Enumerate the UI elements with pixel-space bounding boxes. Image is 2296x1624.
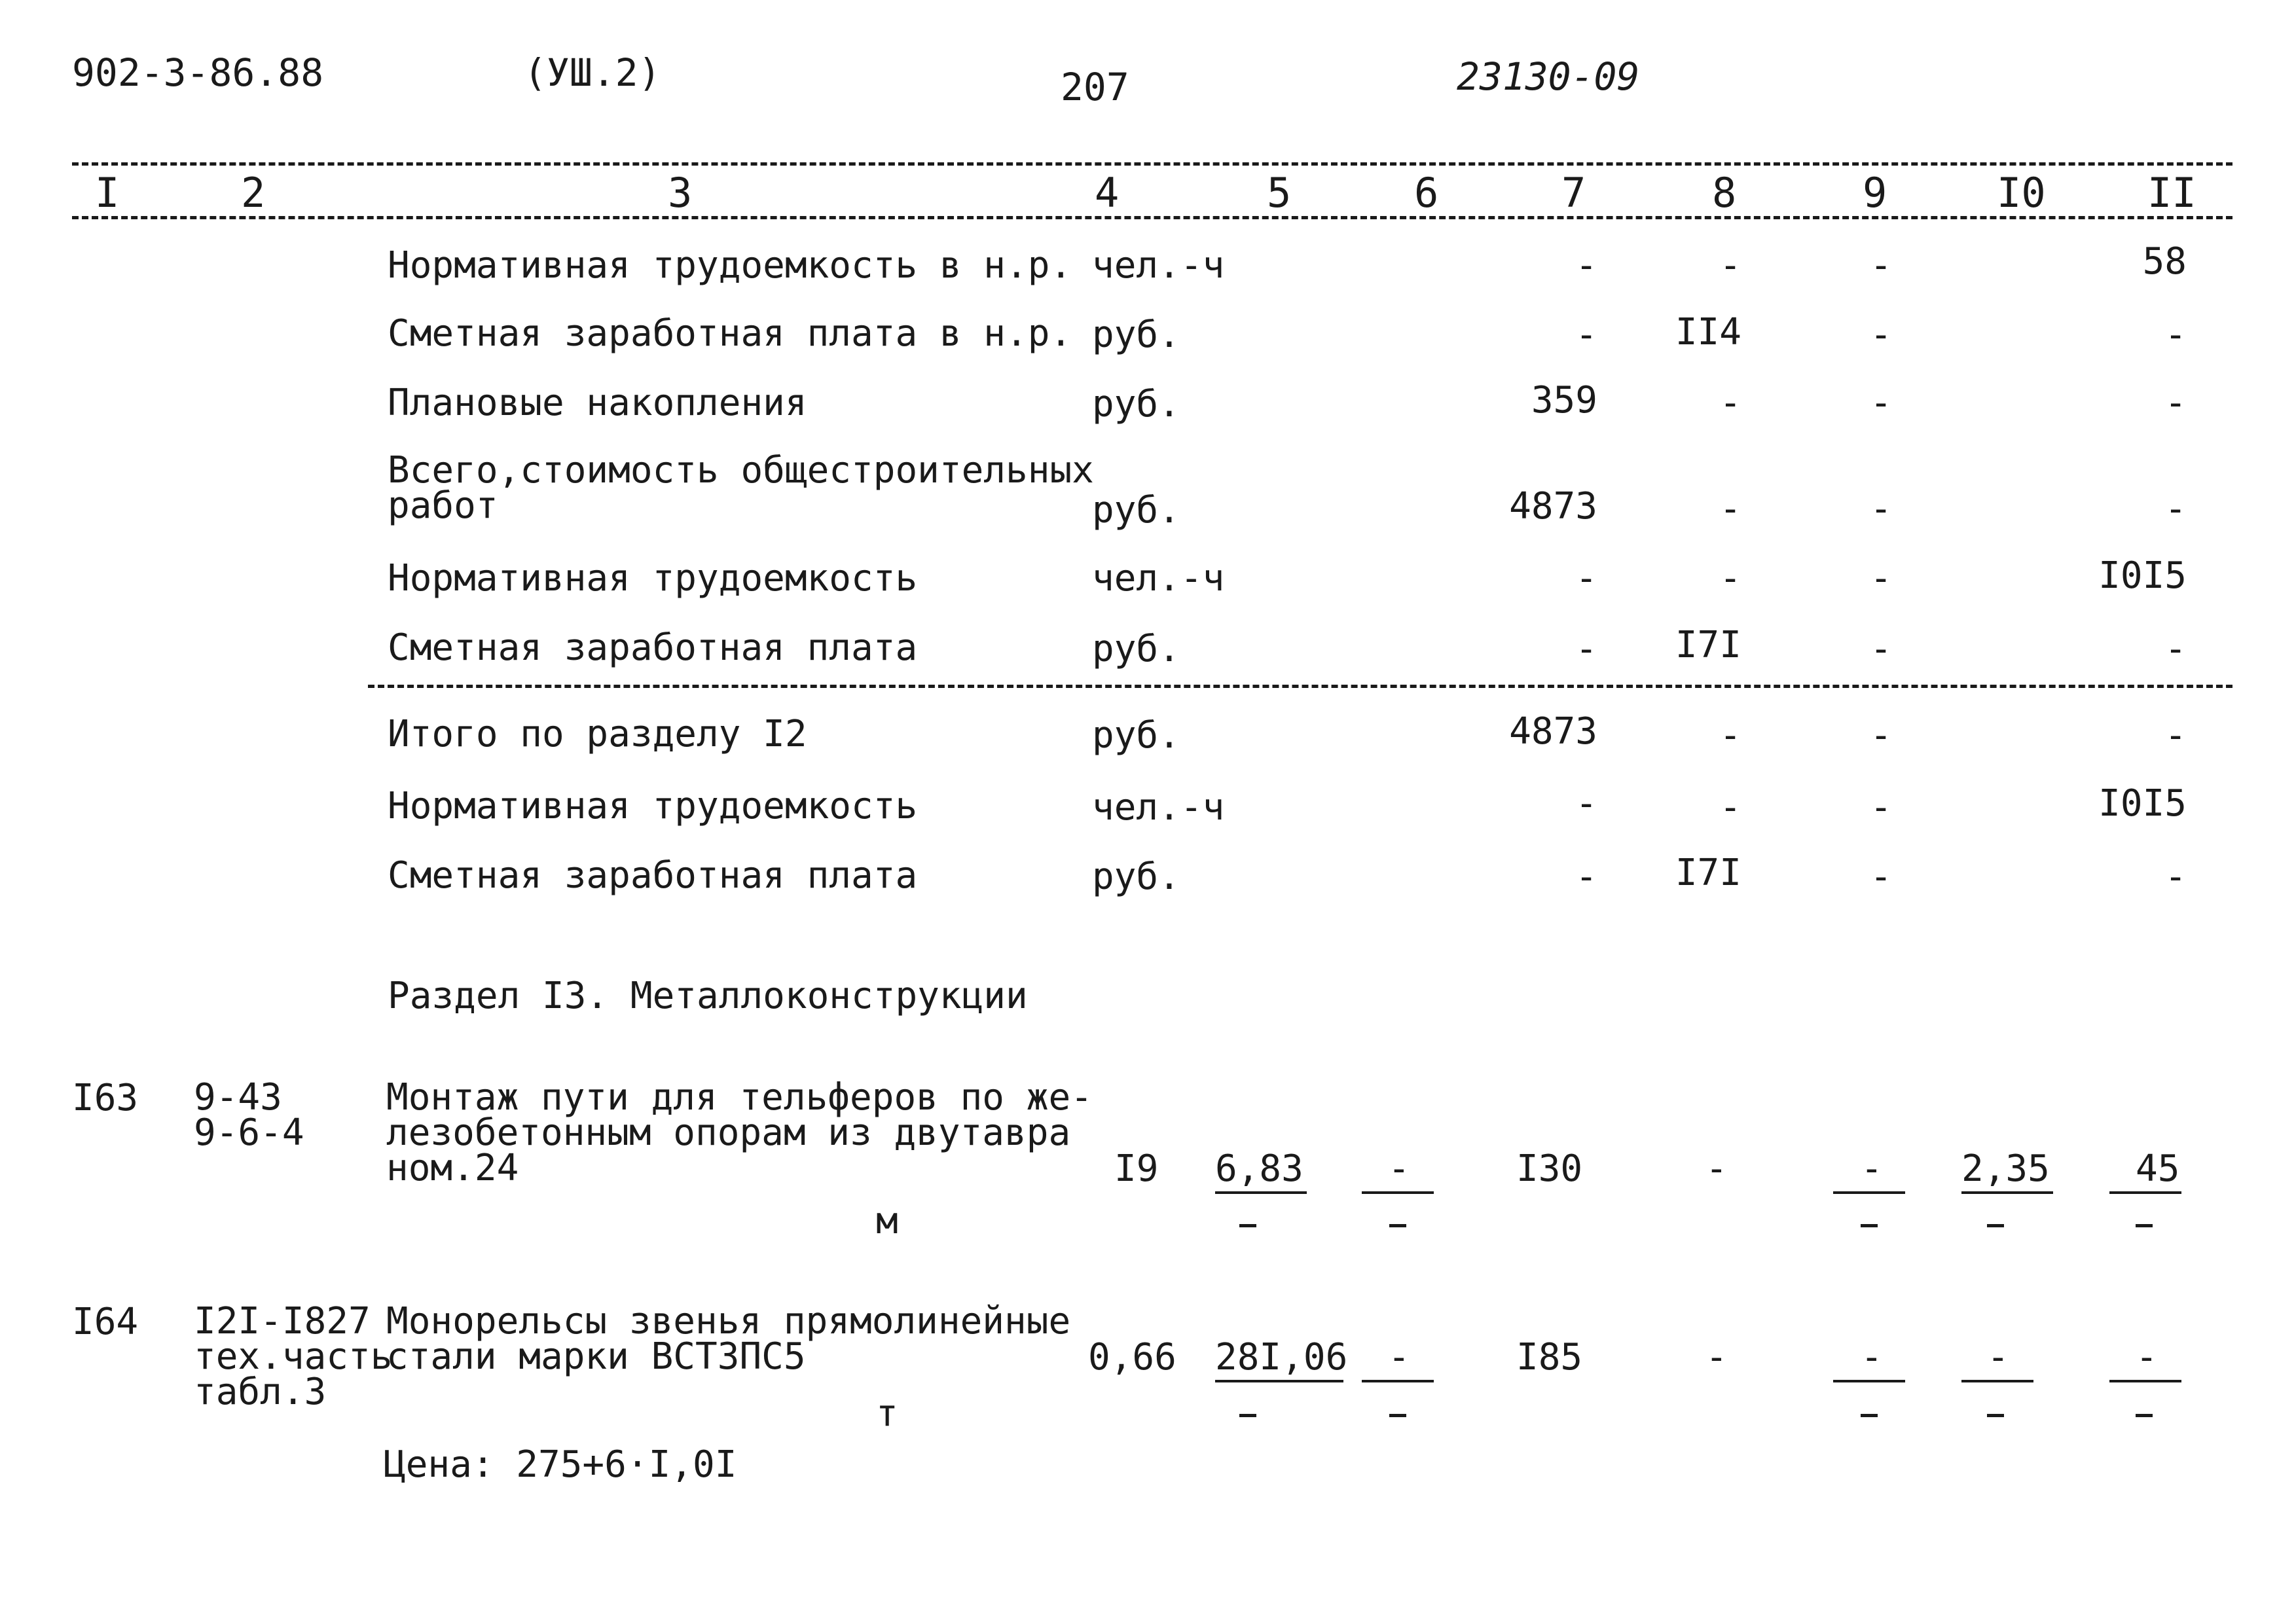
item-col9-sub xyxy=(1861,1224,1878,1227)
item-col11: 45 xyxy=(2136,1147,2180,1190)
row-col9: - xyxy=(1870,314,1892,356)
item-quantity: I9 xyxy=(1114,1147,1159,1190)
row-col8: I7I xyxy=(1675,624,1741,666)
row-col9: - xyxy=(1870,244,1892,287)
row-unit: руб. xyxy=(1092,383,1180,425)
row-col11: - xyxy=(2164,314,2187,356)
header-top-rule xyxy=(72,162,2232,166)
row-col7: - xyxy=(1575,244,1597,287)
item-col11-sub xyxy=(2136,1414,2153,1417)
row-col9: - xyxy=(1870,557,1892,600)
volume-label: (УШ.2) xyxy=(524,50,661,95)
item-col9-sub xyxy=(1861,1414,1878,1417)
item-unit: т xyxy=(876,1392,898,1435)
item-col9: - xyxy=(1861,1336,1883,1379)
col-num-9: 9 xyxy=(1863,169,1887,217)
item-col10: 2,35 xyxy=(1961,1147,2050,1190)
col-num-7: 7 xyxy=(1561,169,1586,217)
row-label: Нормативная трудоемкость xyxy=(388,557,918,600)
item-col10-sub xyxy=(1987,1224,2004,1227)
doc-code: 902-3-86.88 xyxy=(72,50,324,95)
row-unit: чел.-ч xyxy=(1092,244,1225,287)
item-col6-sub xyxy=(1389,1224,1406,1227)
item-col8: - xyxy=(1705,1336,1728,1379)
row-label: Плановые накопления xyxy=(388,382,807,424)
row-col11: - xyxy=(2164,488,2187,530)
col9-underline xyxy=(1833,1380,1905,1382)
section-title: Раздел I3. Металлоконструкции xyxy=(388,975,1028,1017)
col-num-4: 4 xyxy=(1095,169,1120,217)
col-num-2: 2 xyxy=(241,169,266,217)
item-col6-sub xyxy=(1389,1414,1406,1417)
item-col6: - xyxy=(1388,1147,1410,1190)
row-col11: - xyxy=(2164,628,2187,670)
row-label: Сметная заработная плата xyxy=(388,626,918,669)
page-number: 207 xyxy=(1061,65,1129,109)
col-num-6: 6 xyxy=(1414,169,1439,217)
row-col11: - xyxy=(2164,714,2187,757)
row-label: Сметная заработная плата в н.р. xyxy=(388,312,1072,355)
row-col7: - xyxy=(1575,557,1597,600)
item-col5: 6,83 xyxy=(1215,1147,1303,1190)
price-note: Цена: 275+6·I,0I xyxy=(384,1443,737,1486)
row-col7: - xyxy=(1575,856,1597,898)
row-col8: - xyxy=(1719,244,1741,287)
col6-underline xyxy=(1362,1191,1434,1194)
item-col7: I30 xyxy=(1516,1147,1583,1190)
row-unit: руб. xyxy=(1092,314,1180,356)
row-col9: - xyxy=(1870,382,1892,424)
item-col7: I85 xyxy=(1516,1336,1583,1379)
item-unit: м xyxy=(876,1200,898,1242)
row-col9: - xyxy=(1870,786,1892,829)
row-unit: руб. xyxy=(1092,489,1180,532)
row-col9: - xyxy=(1870,488,1892,530)
row-label: Итого по разделу I2 xyxy=(388,713,807,755)
section-divider-rule xyxy=(368,685,2232,688)
col10-underline xyxy=(1961,1380,2033,1382)
row-col8: I7I xyxy=(1675,852,1741,894)
item-description: Монтаж пути для тельферов по же- лезобетонным опорам из двутавра ном.24 xyxy=(386,1076,1093,1189)
item-col10: - xyxy=(1987,1336,2009,1379)
col-num-1: I xyxy=(95,169,120,217)
row-col8: - xyxy=(1719,557,1741,600)
col5-underline xyxy=(1215,1380,1343,1382)
row-unit: руб. xyxy=(1092,628,1180,670)
row-col7: 4873 xyxy=(1509,710,1597,753)
item-number: I63 xyxy=(72,1077,139,1119)
row-col8: - xyxy=(1719,382,1741,424)
col-num-5: 5 xyxy=(1267,169,1292,217)
row-col7: - xyxy=(1575,628,1597,670)
item-col11: - xyxy=(2136,1336,2158,1379)
col-num-3: 3 xyxy=(668,169,693,217)
item-col5-sub xyxy=(1239,1414,1256,1417)
item-code: 9-43 9-6-4 xyxy=(194,1076,304,1154)
archive-number: 23130-09 xyxy=(1457,54,1640,99)
row-col9: - xyxy=(1870,628,1892,670)
row-label: Нормативная трудоемкость xyxy=(388,785,918,827)
item-number: I64 xyxy=(72,1301,139,1343)
row-col11: 58 xyxy=(2142,240,2187,283)
row-label: Нормативная трудоемкость в н.р. xyxy=(388,244,1072,287)
col-num-8: 8 xyxy=(1712,169,1737,217)
col6-underline xyxy=(1362,1380,1434,1382)
item-quantity: 0,66 xyxy=(1088,1336,1176,1379)
row-col11: I0I5 xyxy=(2098,554,2187,597)
row-col7: 4873 xyxy=(1509,485,1597,528)
row-col8: - xyxy=(1719,488,1741,530)
item-col11-sub xyxy=(2136,1224,2153,1227)
row-label: Всего,стоимость общестроительных работ xyxy=(388,449,1094,527)
col10-underline xyxy=(1961,1191,2053,1194)
col-num-10: I0 xyxy=(1997,169,2046,217)
row-col11: I0I5 xyxy=(2098,782,2187,825)
item-col10-sub xyxy=(1987,1414,2004,1417)
col-num-11: II xyxy=(2147,169,2196,217)
item-col6: - xyxy=(1388,1336,1410,1379)
row-unit: руб. xyxy=(1092,856,1180,898)
row-col7: - xyxy=(1575,314,1597,356)
col11-underline xyxy=(2109,1380,2181,1382)
row-label: Сметная заработная плата xyxy=(388,854,918,897)
row-col9: - xyxy=(1870,714,1892,757)
item-col5-sub xyxy=(1239,1224,1256,1227)
item-col9: - xyxy=(1861,1147,1883,1190)
item-col8: - xyxy=(1705,1147,1728,1190)
col5-underline xyxy=(1215,1191,1307,1194)
row-unit: руб. xyxy=(1092,714,1180,757)
row-col8: II4 xyxy=(1675,311,1741,353)
item-description: Монорельсы звенья прямолинейные стали марки ВСТ3ПС5 xyxy=(386,1300,1071,1378)
row-col11: - xyxy=(2164,382,2187,424)
row-unit: чел.-ч xyxy=(1092,557,1225,600)
row-col7: 359 xyxy=(1531,379,1597,422)
row-col11: - xyxy=(2164,856,2187,898)
row-col8: - xyxy=(1719,714,1741,757)
col11-underline xyxy=(2109,1191,2181,1194)
row-col9: - xyxy=(1870,856,1892,898)
row-unit: чел.-ч xyxy=(1092,786,1225,829)
item-code: I2I-I827 тех.часть табл.3 xyxy=(194,1300,393,1413)
row-col7: - xyxy=(1575,782,1597,825)
col9-underline xyxy=(1833,1191,1905,1194)
item-col5: 28I,06 xyxy=(1215,1336,1348,1379)
row-col8: - xyxy=(1719,786,1741,829)
header-bottom-rule xyxy=(72,216,2232,219)
